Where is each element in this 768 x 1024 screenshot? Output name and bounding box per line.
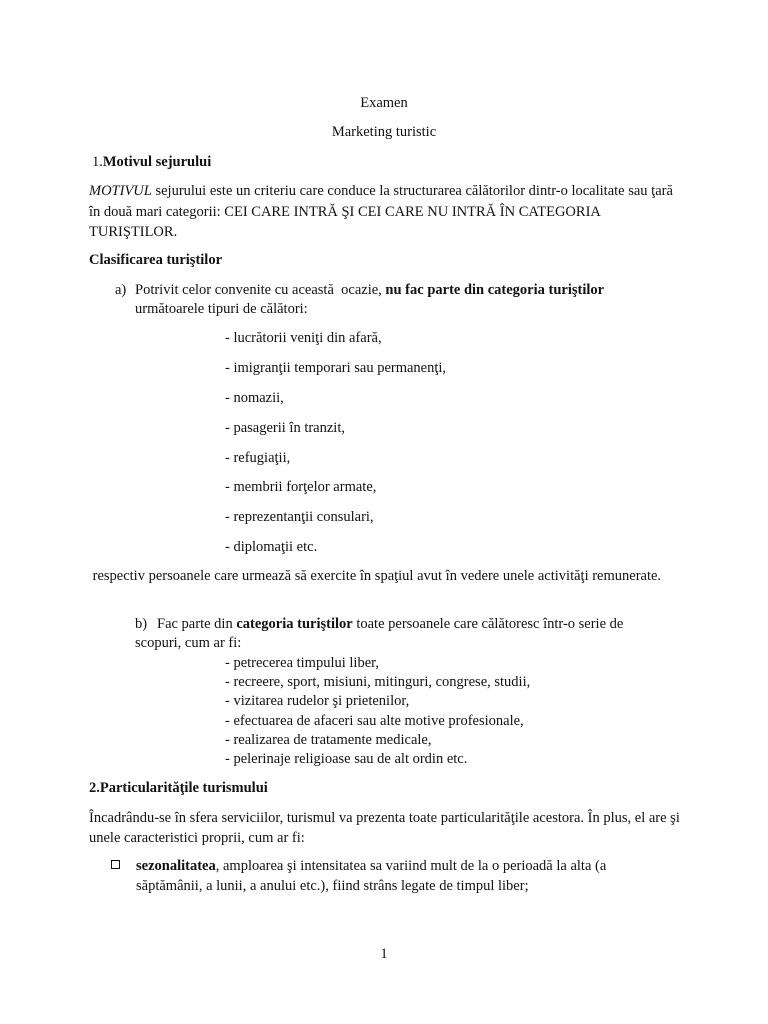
list-a-item: - reprezentanţii consulari,	[225, 509, 374, 525]
item-b-bold: categoria turiştilor	[236, 616, 353, 632]
section2-heading	[89, 779, 268, 799]
bullet-text: , amploarea şi intensitatea sa variind mult de la o perioadă la alta (a	[215, 858, 607, 874]
item-b-line2: scopuri, cum ar fi:	[135, 635, 242, 651]
item-b-text-after: toate persoanele care călătoresc într-o serie de	[352, 616, 624, 632]
list-b-item: - vizitarea rudelor şi prietenilor,	[225, 693, 410, 709]
list-a-item: - nomazii,	[225, 390, 284, 406]
classification-heading-text: Clasificarea turiştilor	[89, 252, 223, 268]
bullet-line1	[136, 857, 606, 877]
section1-intro	[89, 181, 681, 243]
item-a-bold: nu fac parte din categoria turiştilor	[385, 282, 605, 298]
list-b-item: - efectuarea de afaceri sau alte motive profesionale,	[225, 713, 524, 729]
after-list-a: respectiv persoanele care urmează să exercite în spaţiul avut în vedere unele activităţi remunerate.	[89, 568, 662, 584]
item-a-line2: următoarele tipuri de călători:	[135, 301, 308, 317]
item-a-text: Potrivit celor convenite cu această ocazie,	[135, 282, 386, 298]
section2-intro: Încadrându-se în sfera serviciilor, turismul va prezenta toate particularităţile acestora. În plus, el are şi unele caracteristici proprii, cum ar fi:	[89, 810, 680, 846]
bullet-line2: săptămânii, a lunii, a anului etc.), fiind strâns legate de timpul liber;	[136, 878, 529, 894]
section1-heading-text: Motivul sejurului	[102, 154, 212, 170]
list-b-item: - realizarea de tratamente medicale,	[225, 732, 432, 748]
section1-heading	[92, 153, 211, 173]
intro-text: sejurului este un criteriu care conduce la structurarea călătorilor dintr-o localitate sau ţară în două mari categorii: CEI CARE INTRĂ ŞI CEI CARE NU INTRĂ ÎN CATEGORIA TURIŞTILOR.	[89, 183, 673, 240]
classification-heading	[89, 251, 222, 271]
item-a-marker: a)	[115, 282, 127, 298]
list-a-item: - pasagerii în tranzit,	[225, 420, 345, 436]
checkbox-bullet-icon	[111, 856, 120, 876]
list-a-item: - refugiaţii,	[225, 450, 291, 466]
section1-number: 1.	[92, 154, 103, 170]
list-a-item: - lucrătorii veniţi din afară,	[225, 330, 382, 346]
bullet-term: sezonalitatea	[136, 858, 216, 874]
item-b-marker: b)	[135, 616, 148, 632]
list-a-item: - imigranţii temporari sau permanenţi,	[225, 360, 447, 376]
document-subtitle: Marketing turistic	[331, 124, 437, 140]
list-b-item: - pelerinaje religioase sau de alt ordin etc.	[225, 751, 468, 767]
item-b-text: Fac parte din	[157, 616, 237, 632]
list-a-item: - diplomaţii etc.	[225, 539, 318, 555]
item-b-line1	[157, 615, 623, 635]
section2-heading-text: 2.Particularităţile turismului	[89, 780, 268, 796]
page-number: 1	[380, 946, 388, 962]
document-title: Examen	[360, 95, 408, 111]
list-b-item: - recreere, sport, misiuni, mitinguri, congrese, studii,	[225, 674, 531, 690]
list-b-item: - petrecerea timpului liber,	[225, 655, 380, 671]
item-a-line1	[135, 281, 604, 301]
list-a-item: - membrii forţelor armate,	[225, 479, 377, 495]
intro-term: MOTIVUL	[89, 183, 152, 199]
